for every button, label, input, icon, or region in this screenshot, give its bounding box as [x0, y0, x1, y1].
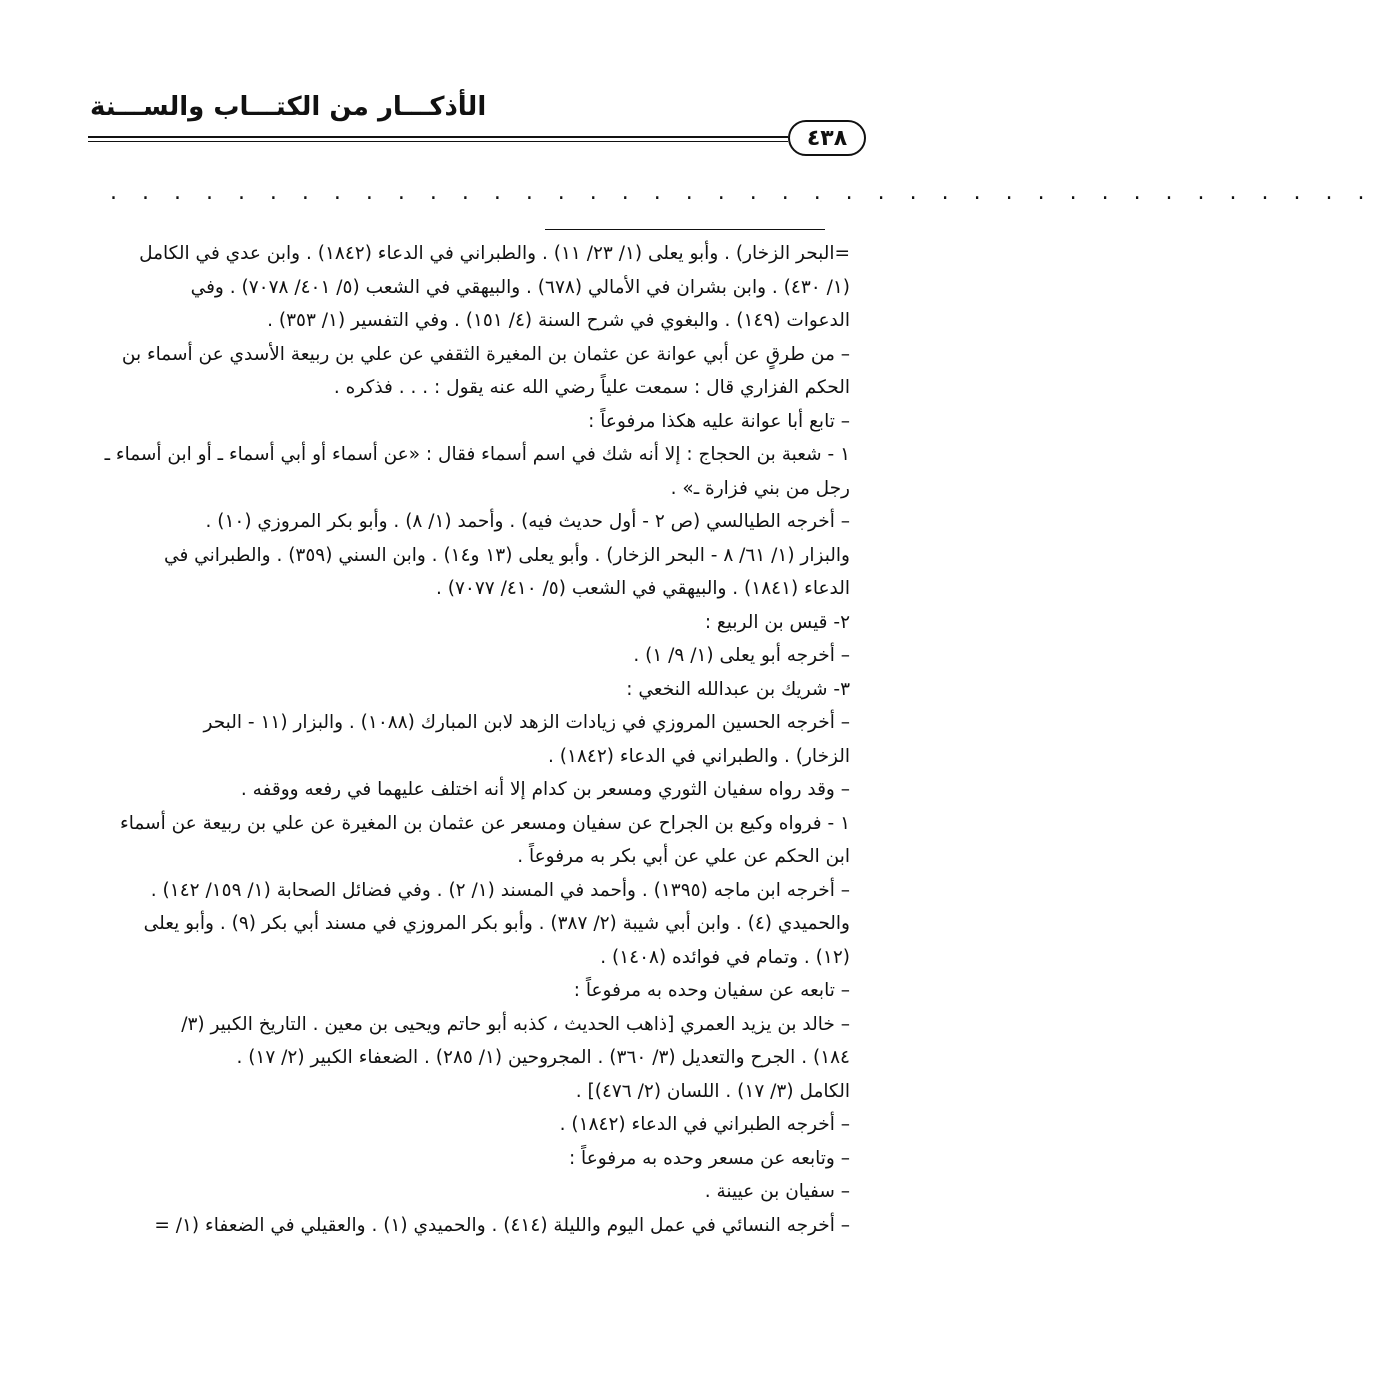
text-line: (١٢) . وتمام في فوائده (١٤٠٨) . [600, 946, 850, 968]
text-line: – تابع أبا عوانة عليه هكذا مرفوعاً : [588, 410, 850, 432]
text-line: – أخرجه الحسين المروزي في زيادات الزهد لابن المبارك (١٠٨٨) . والبزار (١١ - البحر [203, 712, 850, 733]
text-line: الكامل (٣/ ١٧) . اللسان (٢/ ٤٧٦)] . [575, 1080, 850, 1102]
text-line: ٣- شريك بن عبدالله النخعي : [626, 678, 850, 700]
text-line: رجل من بني فزارة ـ» . [670, 477, 850, 499]
text-line: – أخرجه ابن ماجه (١٣٩٥) . وأحمد في المسند (١/ ٢) . وفي فضائل الصحابة (١/ ١٥٩/ ١٤٢) . [150, 879, 850, 901]
text-line: ١ - فرواه وكيع بن الجراح عن سفيان ومسعر عن عثمان بن المغيرة عن علي بن ربيعة عن أسماء [120, 812, 850, 834]
header-rule-thick [88, 136, 788, 138]
text-line: – وتابعه عن مسعر وحده به مرفوعاً : [568, 1147, 850, 1169]
text-line: ١ - شعبة بن الحجاج : إلا أنه شك في اسم أسماء فقال : «عن أسماء أو أبي أسماء ـ أو ابن أسماء ـ [104, 444, 850, 465]
text-line: الزخار) . والطبراني في الدعاء (١٨٤٢) . [548, 745, 850, 767]
text-line: – خالد بن يزيد العمري [ذاهب الحديث ، كذبه أبو حاتم ويحيى بن معين . التاريخ الكبير (٣/ [181, 1013, 850, 1035]
text-line: الدعوات (١٤٩) . والبغوي في شرح السنة (٤/ ١٥١) . وفي التفسير (١/ ٣٥٣) . [267, 310, 850, 331]
running-header-title: الأذكـــار من الكتـــاب والســـنة [90, 92, 487, 122]
text-line: – من طرقٍ عن أبي عوانة عن عثمان بن المغيرة الثقفي عن علي بن ربيعة الأسدي عن أسماء بن [121, 343, 850, 365]
footnote-rule [545, 229, 825, 230]
header-double-rule [88, 136, 788, 144]
text-line: (١/ ٤٣٠) . وابن بشران في الأمالي (٦٧٨) . والبيهقي في الشعب (٥/ ٤٠١/ ٧٠٧٨) . وفي [190, 276, 850, 298]
header-rule-thin [88, 141, 788, 142]
text-line: =البحر الزخار) . وأبو يعلى (١/ ٢٣/ ١١) . والطبراني في الدعاء (١٨٤٢) . وابن عدي في الكامل [139, 243, 850, 264]
text-line: – أخرجه النسائي في عمل اليوم والليلة (٤١٤) . والحميدي (١) . والعقيلي في الضعفاء (١/ = [154, 1214, 850, 1236]
footnote-body [90, 237, 850, 1242]
dotted-separator: . . . . . . . . . . . . . . . . . . . . . . . . . . . . . . . . . . . . . . . . [110, 180, 1373, 205]
text-line: – أخرجه الطيالسي (ص ٢ - أول حديث فيه) . وأحمد (١/ ٨) . وأبو بكر المروزي (١٠) . [205, 511, 850, 532]
text-line: – تابعه عن سفيان وحده به مرفوعاً : [573, 980, 850, 1001]
text-line: الحكم الفزاري قال : سمعت علياً رضي الله عنه يقول : . . . فذكره . [333, 377, 850, 398]
page-number-badge: ٤٣٨ [788, 120, 866, 156]
text-line: والحميدي (٤) . وابن أبي شيبة (٢/ ٣٨٧) . وأبو بكر المروزي في مسند أبي بكر (٩) . وأبو يعلى [143, 913, 850, 934]
text-line: ١٨٤) . الجرح والتعديل (٣/ ٣٦٠) . المجروحين (١/ ٢٨٥) . الضعفاء الكبير (٢/ ١٧) . [236, 1047, 850, 1068]
text-line: – أخرجه أبو يعلى (١/ ٩/ ١) . [633, 645, 850, 666]
text-line: – سفيان بن عيينة . [704, 1181, 850, 1202]
text-line: والبزار (١/ ٦١/ ٨ - البحر الزخار) . وأبو يعلى (١٣ و١٤) . وابن السني (٣٥٩) . والطبراني في [164, 544, 850, 566]
text-line: – وقد رواه سفيان الثوري ومسعر بن كدام إلا أنه اختلف عليهما في رفعه ووقفه . [240, 779, 850, 800]
text-line: – أخرجه الطبراني في الدعاء (١٨٤٢) . [559, 1114, 850, 1135]
text-line: الدعاء (١٨٤١) . والبيهقي في الشعب (٥/ ٤١٠/ ٧٠٧٧) . [436, 578, 850, 599]
text-line: ٢- قيس بن الربيع : [704, 611, 850, 633]
text-line: ابن الحكم عن علي عن أبي بكر به مرفوعاً . [517, 846, 850, 867]
